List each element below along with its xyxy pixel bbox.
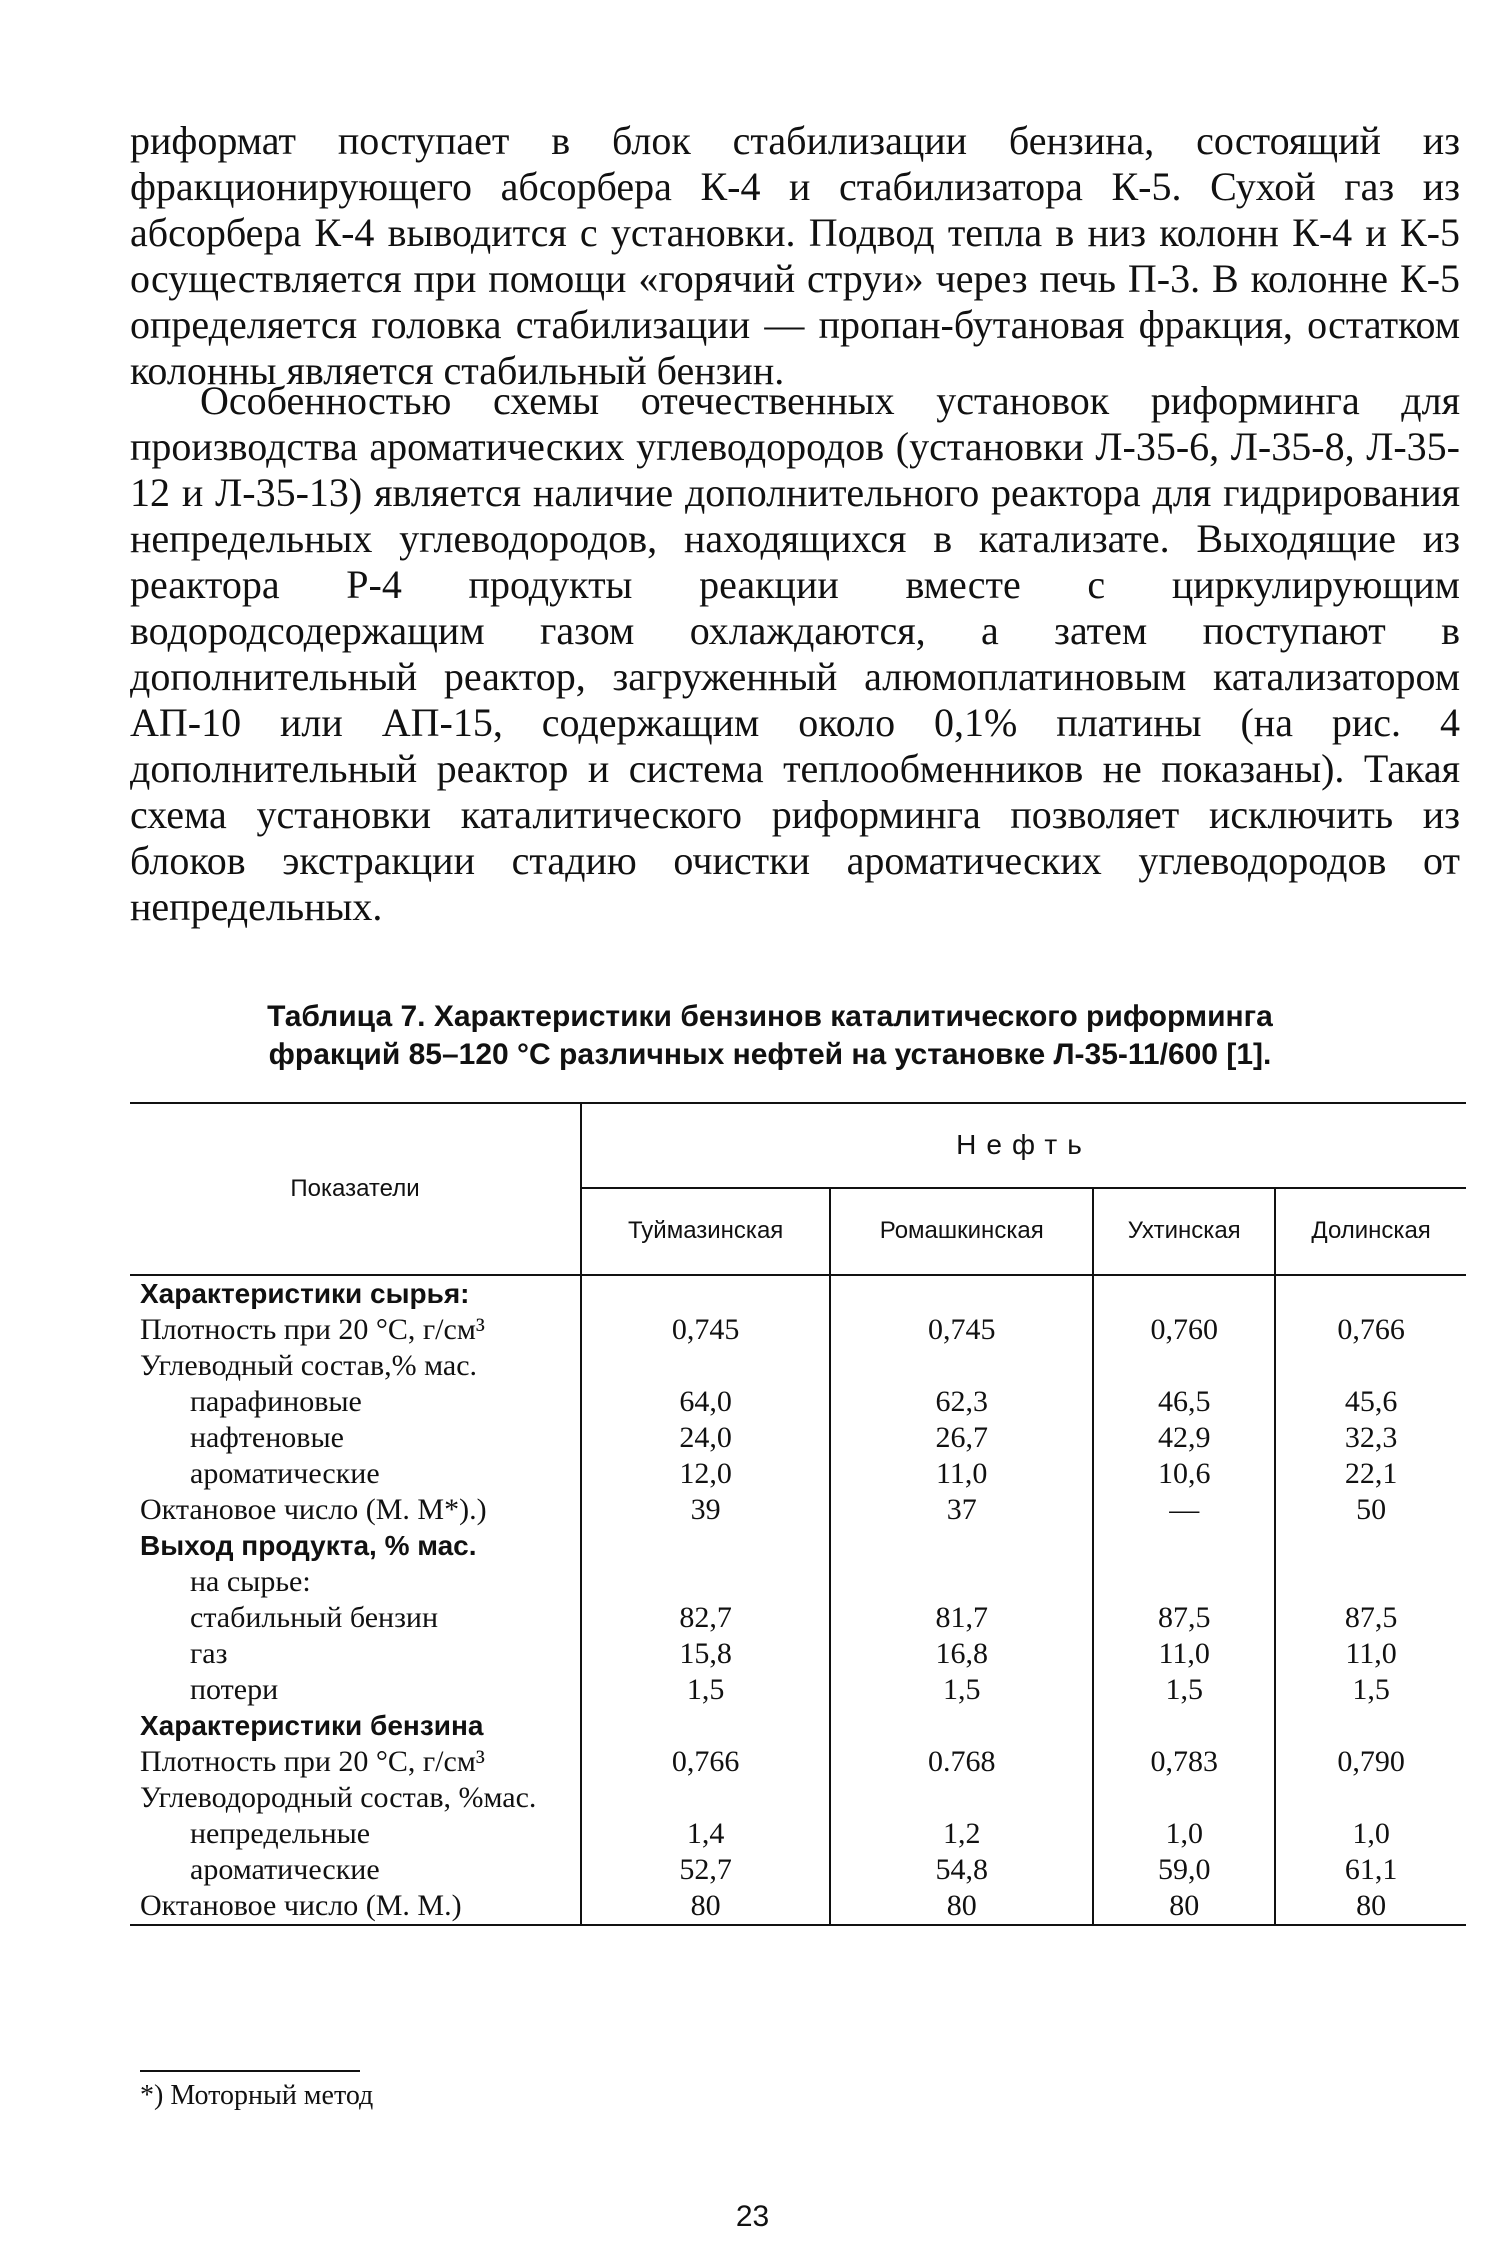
cell: 12,0 — [581, 1456, 830, 1492]
table-row — [130, 1420, 1466, 1456]
cell: 42,9 — [1093, 1420, 1275, 1456]
row-label: ароматические — [190, 1853, 380, 1886]
row-label: непредельные — [190, 1817, 371, 1850]
table-row — [130, 1384, 1466, 1420]
cell: 16,8 — [830, 1636, 1093, 1672]
section-header: Выход продукта, % мас. — [140, 1530, 477, 1561]
cell: 22,1 — [1275, 1456, 1466, 1492]
cell: 0.768 — [830, 1744, 1093, 1780]
cell: 61,1 — [1275, 1852, 1466, 1888]
cell: 0,745 — [830, 1312, 1093, 1348]
row-label: Октановое число (М. М*).) — [140, 1493, 487, 1526]
cell: 0,766 — [1275, 1312, 1466, 1348]
cell: 1,5 — [581, 1672, 830, 1708]
caption-line-1: Таблица 7. Характеристики бензинов каталитического риформинга — [267, 1000, 1273, 1033]
table-row — [130, 1708, 1466, 1744]
cell: 80 — [1275, 1888, 1466, 1925]
table-caption — [160, 998, 1380, 1074]
cell: 52,7 — [581, 1852, 830, 1888]
cell: 1,5 — [830, 1672, 1093, 1708]
cell: 0,783 — [1093, 1744, 1275, 1780]
section-header: Характеристики сырья: — [140, 1278, 470, 1309]
row-label: ароматические — [190, 1457, 380, 1490]
cell: 32,3 — [1275, 1420, 1466, 1456]
cell: 15,8 — [581, 1636, 830, 1672]
table-row — [130, 1780, 1466, 1816]
table-row — [130, 1275, 1466, 1312]
table-row — [130, 1312, 1466, 1348]
table-row — [130, 1816, 1466, 1852]
cell: 1,4 — [581, 1816, 830, 1852]
table-row — [130, 1564, 1466, 1600]
paragraph-1: риформат поступает в блок стабилизации бензина, состоящий из фракционирующего абсорбера К-4 и стабилизатора К-5. Сухой газ из абсорбера К-4 выводится с установки. Подвод тепла в низ колонн К-4 и К-5 осуществляется при помощи «горячий струи» через печь П-3. В колонне К-5 определяется головка стабилизации — пропан-бутановая фракция, остатком колонны является стабильный бензин. — [130, 118, 1460, 393]
table-row — [130, 1456, 1466, 1492]
cell: 64,0 — [581, 1384, 830, 1420]
row-label: потери — [190, 1673, 279, 1706]
table-row — [130, 1492, 1466, 1528]
cell: 26,7 — [830, 1420, 1093, 1456]
cell: 80 — [830, 1888, 1093, 1925]
row-label: стабильный бензин — [190, 1601, 439, 1634]
cell: 39 — [581, 1492, 830, 1528]
row-label: парафиновые — [190, 1385, 362, 1418]
cell: 11,0 — [830, 1456, 1093, 1492]
table-row — [130, 1528, 1466, 1564]
cell: 54,8 — [830, 1852, 1093, 1888]
cell: 80 — [581, 1888, 830, 1925]
cell: 11,0 — [1093, 1636, 1275, 1672]
row-label: Плотность при 20 °С, г/см³ — [140, 1745, 485, 1778]
cell: 1,5 — [1093, 1672, 1275, 1708]
cell: 1,2 — [830, 1816, 1093, 1852]
row-label: на сырье: — [190, 1565, 311, 1598]
table-row — [130, 1600, 1466, 1636]
cell: 1,5 — [1275, 1672, 1466, 1708]
caption-line-2: фракций 85–120 °С различных нефтей на установке Л-35-11/600 [1]. — [268, 1038, 1272, 1071]
footnote-rule — [140, 2070, 360, 2072]
page-number: 23 — [735, 2200, 770, 2233]
cell: 11,0 — [1275, 1636, 1466, 1672]
cell: 62,3 — [830, 1384, 1093, 1420]
column-header: Туймазинская — [581, 1188, 830, 1275]
oil-header: Нефть — [581, 1103, 1466, 1188]
cell: 37 — [830, 1492, 1093, 1528]
table-row — [130, 1636, 1466, 1672]
cell: 80 — [1093, 1888, 1275, 1925]
footnote: *) Моторный метод — [140, 2080, 374, 2111]
cell: 45,6 — [1275, 1384, 1466, 1420]
row-label: Октановое число (М. М.) — [140, 1889, 462, 1922]
paragraph-2: Особенностью схемы отечественных установок риформинга для производства ароматических углеводородов (установки Л-35-6, Л-35-8, Л-35-12 и Л-35-13) является наличие дополнительного реактора для гидрирования непредельных углеводородов, находящихся в катализате. Выходящие из реактора Р-4 продукты реакции вместе с циркулирующим водородсодержащим газом охлаждаются, а затем поступают в дополнительный реактор, загруженный алюмоплатиновым катализатором АП-10 или АП-15, содержащим около 0,1% платины (на рис. 4 дополнительный реактор и система теплообменников не показаны). Такая схема установки каталитического риформинга позволяет исключить из блоков экстракции стадию очистки ароматических углеводородов от непредельных. — [130, 378, 1460, 929]
row-label: газ — [190, 1637, 228, 1670]
cell: 0,745 — [581, 1312, 830, 1348]
cell: 1,0 — [1093, 1816, 1275, 1852]
column-header: Ромашкинская — [830, 1188, 1093, 1275]
row-label: Углеводный состав,% мас. — [140, 1349, 478, 1382]
table-row — [130, 1744, 1466, 1780]
section-header: Характеристики бензина — [140, 1710, 484, 1741]
cell: — — [1093, 1492, 1275, 1528]
cell: 0,790 — [1275, 1744, 1466, 1780]
table-row — [130, 1852, 1466, 1888]
column-header: Долинская — [1275, 1188, 1466, 1275]
cell: 87,5 — [1275, 1600, 1466, 1636]
cell: 24,0 — [581, 1420, 830, 1456]
cell: 82,7 — [581, 1600, 830, 1636]
cell: 10,6 — [1093, 1456, 1275, 1492]
column-header: Ухтинская — [1093, 1188, 1275, 1275]
row-label: Углеводородный состав, %мас. — [140, 1781, 537, 1814]
cell: 0,766 — [581, 1744, 830, 1780]
cell: 87,5 — [1093, 1600, 1275, 1636]
table-row — [130, 1348, 1466, 1384]
table-row — [130, 1672, 1466, 1708]
row-label: Плотность при 20 °С, г/см³ — [140, 1313, 485, 1346]
cell: 0,760 — [1093, 1312, 1275, 1348]
table-row — [130, 1888, 1466, 1925]
cell: 59,0 — [1093, 1852, 1275, 1888]
cell: 1,0 — [1275, 1816, 1466, 1852]
cell: 81,7 — [830, 1600, 1093, 1636]
cell: 46,5 — [1093, 1384, 1275, 1420]
cell: 50 — [1275, 1492, 1466, 1528]
indicator-header: Показатели — [290, 1175, 420, 1202]
row-label: нафтеновые — [190, 1421, 344, 1454]
data-table — [130, 1102, 1466, 1926]
